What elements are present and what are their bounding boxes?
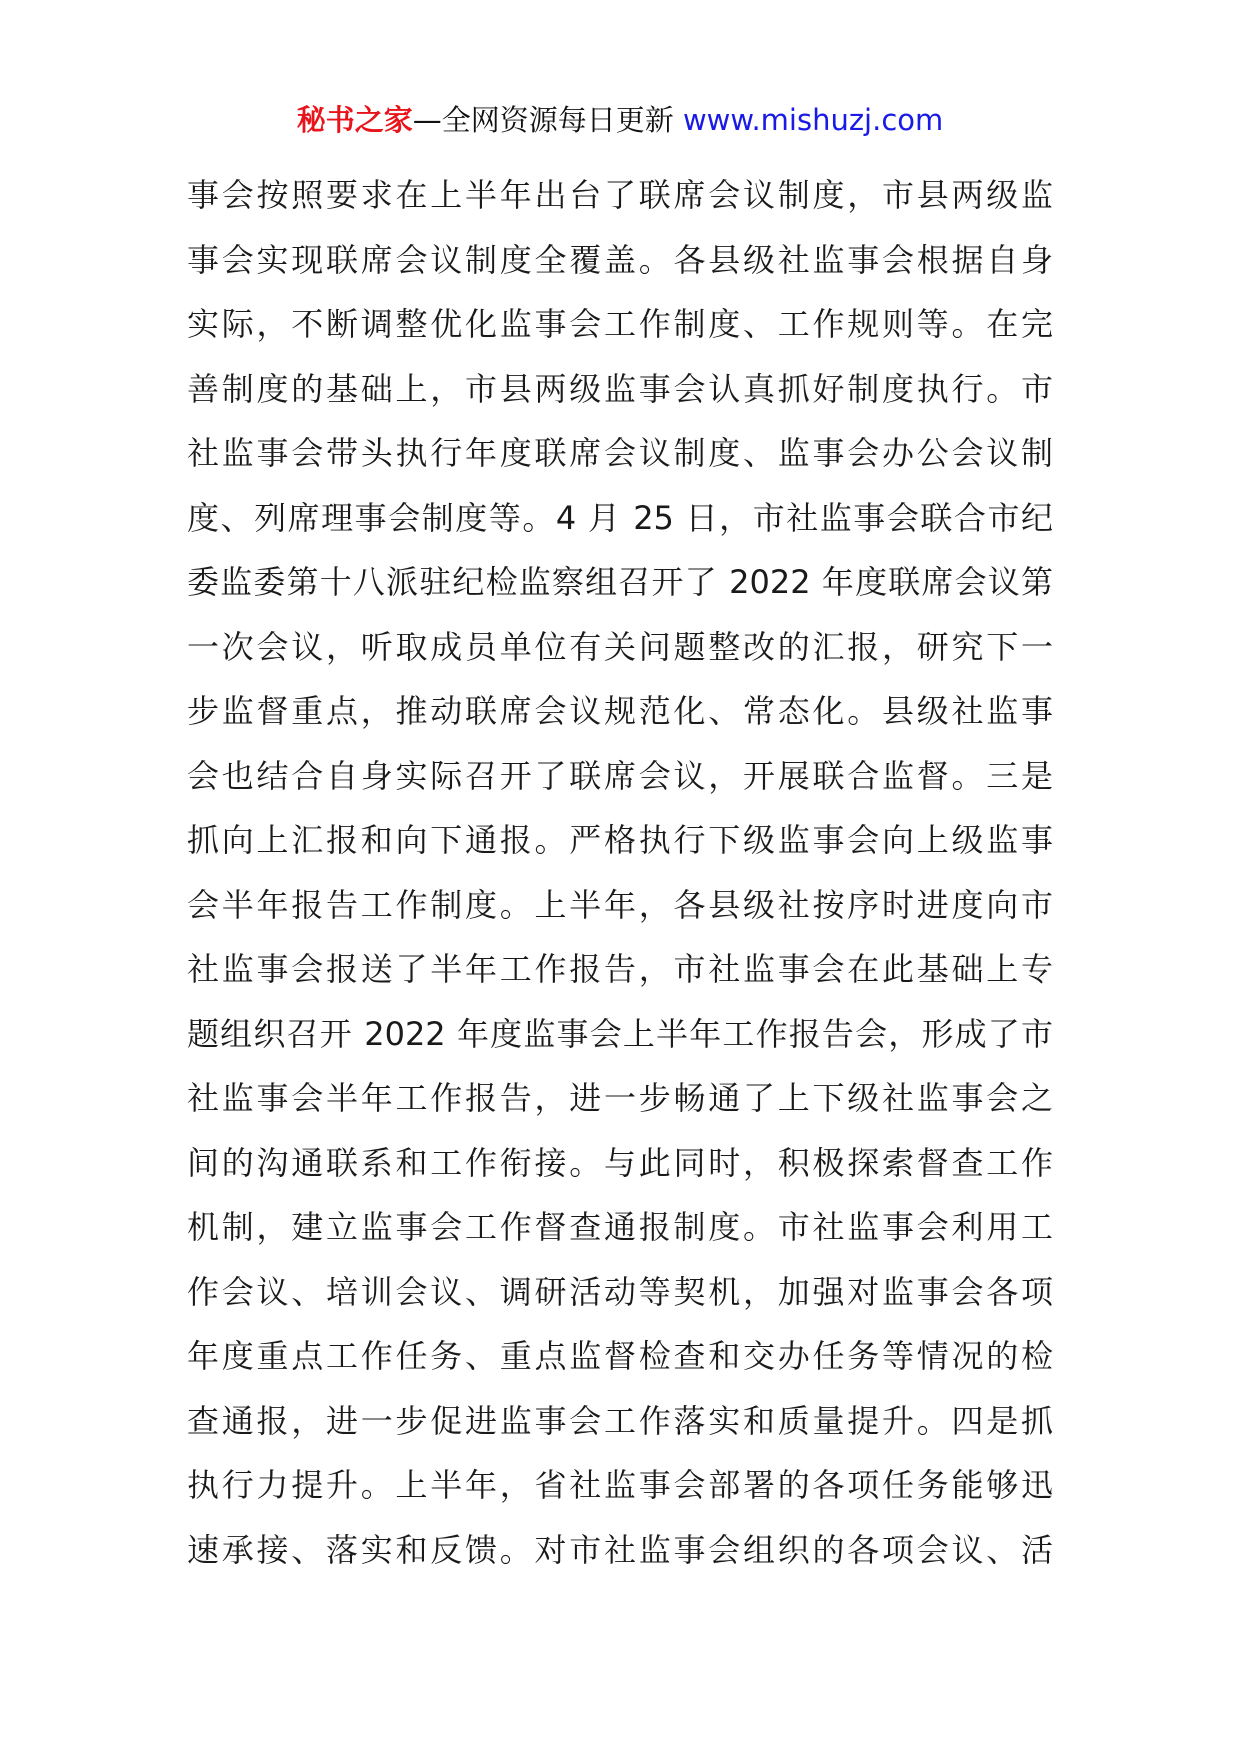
body-line: 会也结合自身实际召开了联席会议，开展联合监督。三是 bbox=[187, 756, 1053, 795]
body-line: 事会按照要求在上半年出台了联席会议制度，市县两级监 bbox=[187, 176, 1053, 214]
header-brand: 秘书之家 bbox=[296, 103, 413, 137]
body-line: 社监事会报送了半年工作报告，市社监事会在此基础上专 bbox=[187, 950, 1053, 988]
document-body bbox=[187, 163, 1053, 1582]
body-line: 会半年报告工作制度。上半年，各县级社按序时进度向市 bbox=[187, 885, 1053, 924]
body-line: 题组织召开 2022 年度监事会上半年工作报告会，形成了市 bbox=[187, 1014, 1053, 1053]
body-line: 社监事会半年工作报告，进一步畅通了上下级社监事会之 bbox=[187, 1079, 1053, 1117]
body-line: 抓向上汇报和向下通报。严格执行下级监事会向上级监事 bbox=[187, 821, 1053, 859]
body-line: 作会议、培训会议、调研活动等契机，加强对监事会各项 bbox=[187, 1272, 1053, 1311]
body-line: 速承接、落实和反馈。对市社监事会组织的各项会议、活 bbox=[187, 1530, 1053, 1569]
body-line: 社监事会带头执行年度联席会议制度、监事会办公会议制 bbox=[187, 434, 1053, 472]
body-line: 实际，不断调整优化监事会工作制度、工作规则等。在完 bbox=[187, 305, 1053, 343]
body-line: 查通报，进一步促进监事会工作落实和质量提升。四是抓 bbox=[187, 1401, 1053, 1440]
header-url-link[interactable]: www.mishuzj.com bbox=[682, 103, 944, 137]
body-line: 机制，建立监事会工作督查通报制度。市社监事会利用工 bbox=[187, 1208, 1053, 1246]
body-line: 度、列席理事会制度等。4 月 25 日，市社监事会联合市纪 bbox=[187, 498, 1053, 537]
body-line: 事会实现联席会议制度全覆盖。各县级社监事会根据自身 bbox=[187, 240, 1053, 279]
body-line: 年度重点工作任务、重点监督检查和交办任务等情况的检 bbox=[187, 1337, 1053, 1375]
body-line: 善制度的基础上，市县两级监事会认真抓好制度执行。市 bbox=[187, 369, 1053, 408]
body-line: 委监委第十八派驻纪检监察组召开了 2022 年度联席会议第 bbox=[187, 563, 1053, 601]
body-line: 执行力提升。上半年，省社监事会部署的各项任务能够迅 bbox=[187, 1466, 1053, 1504]
body-line: 一次会议，听取成员单位有关问题整改的汇报，研究下一 bbox=[187, 627, 1053, 666]
header-tagline: —全网资源每日更新 bbox=[412, 103, 683, 137]
body-line: 间的沟通联系和工作衔接。与此同时，积极探索督查工作 bbox=[187, 1143, 1053, 1182]
page-header bbox=[0, 100, 1240, 140]
body-line: 步监督重点，推动联席会议规范化、常态化。县级社监事 bbox=[187, 692, 1053, 730]
